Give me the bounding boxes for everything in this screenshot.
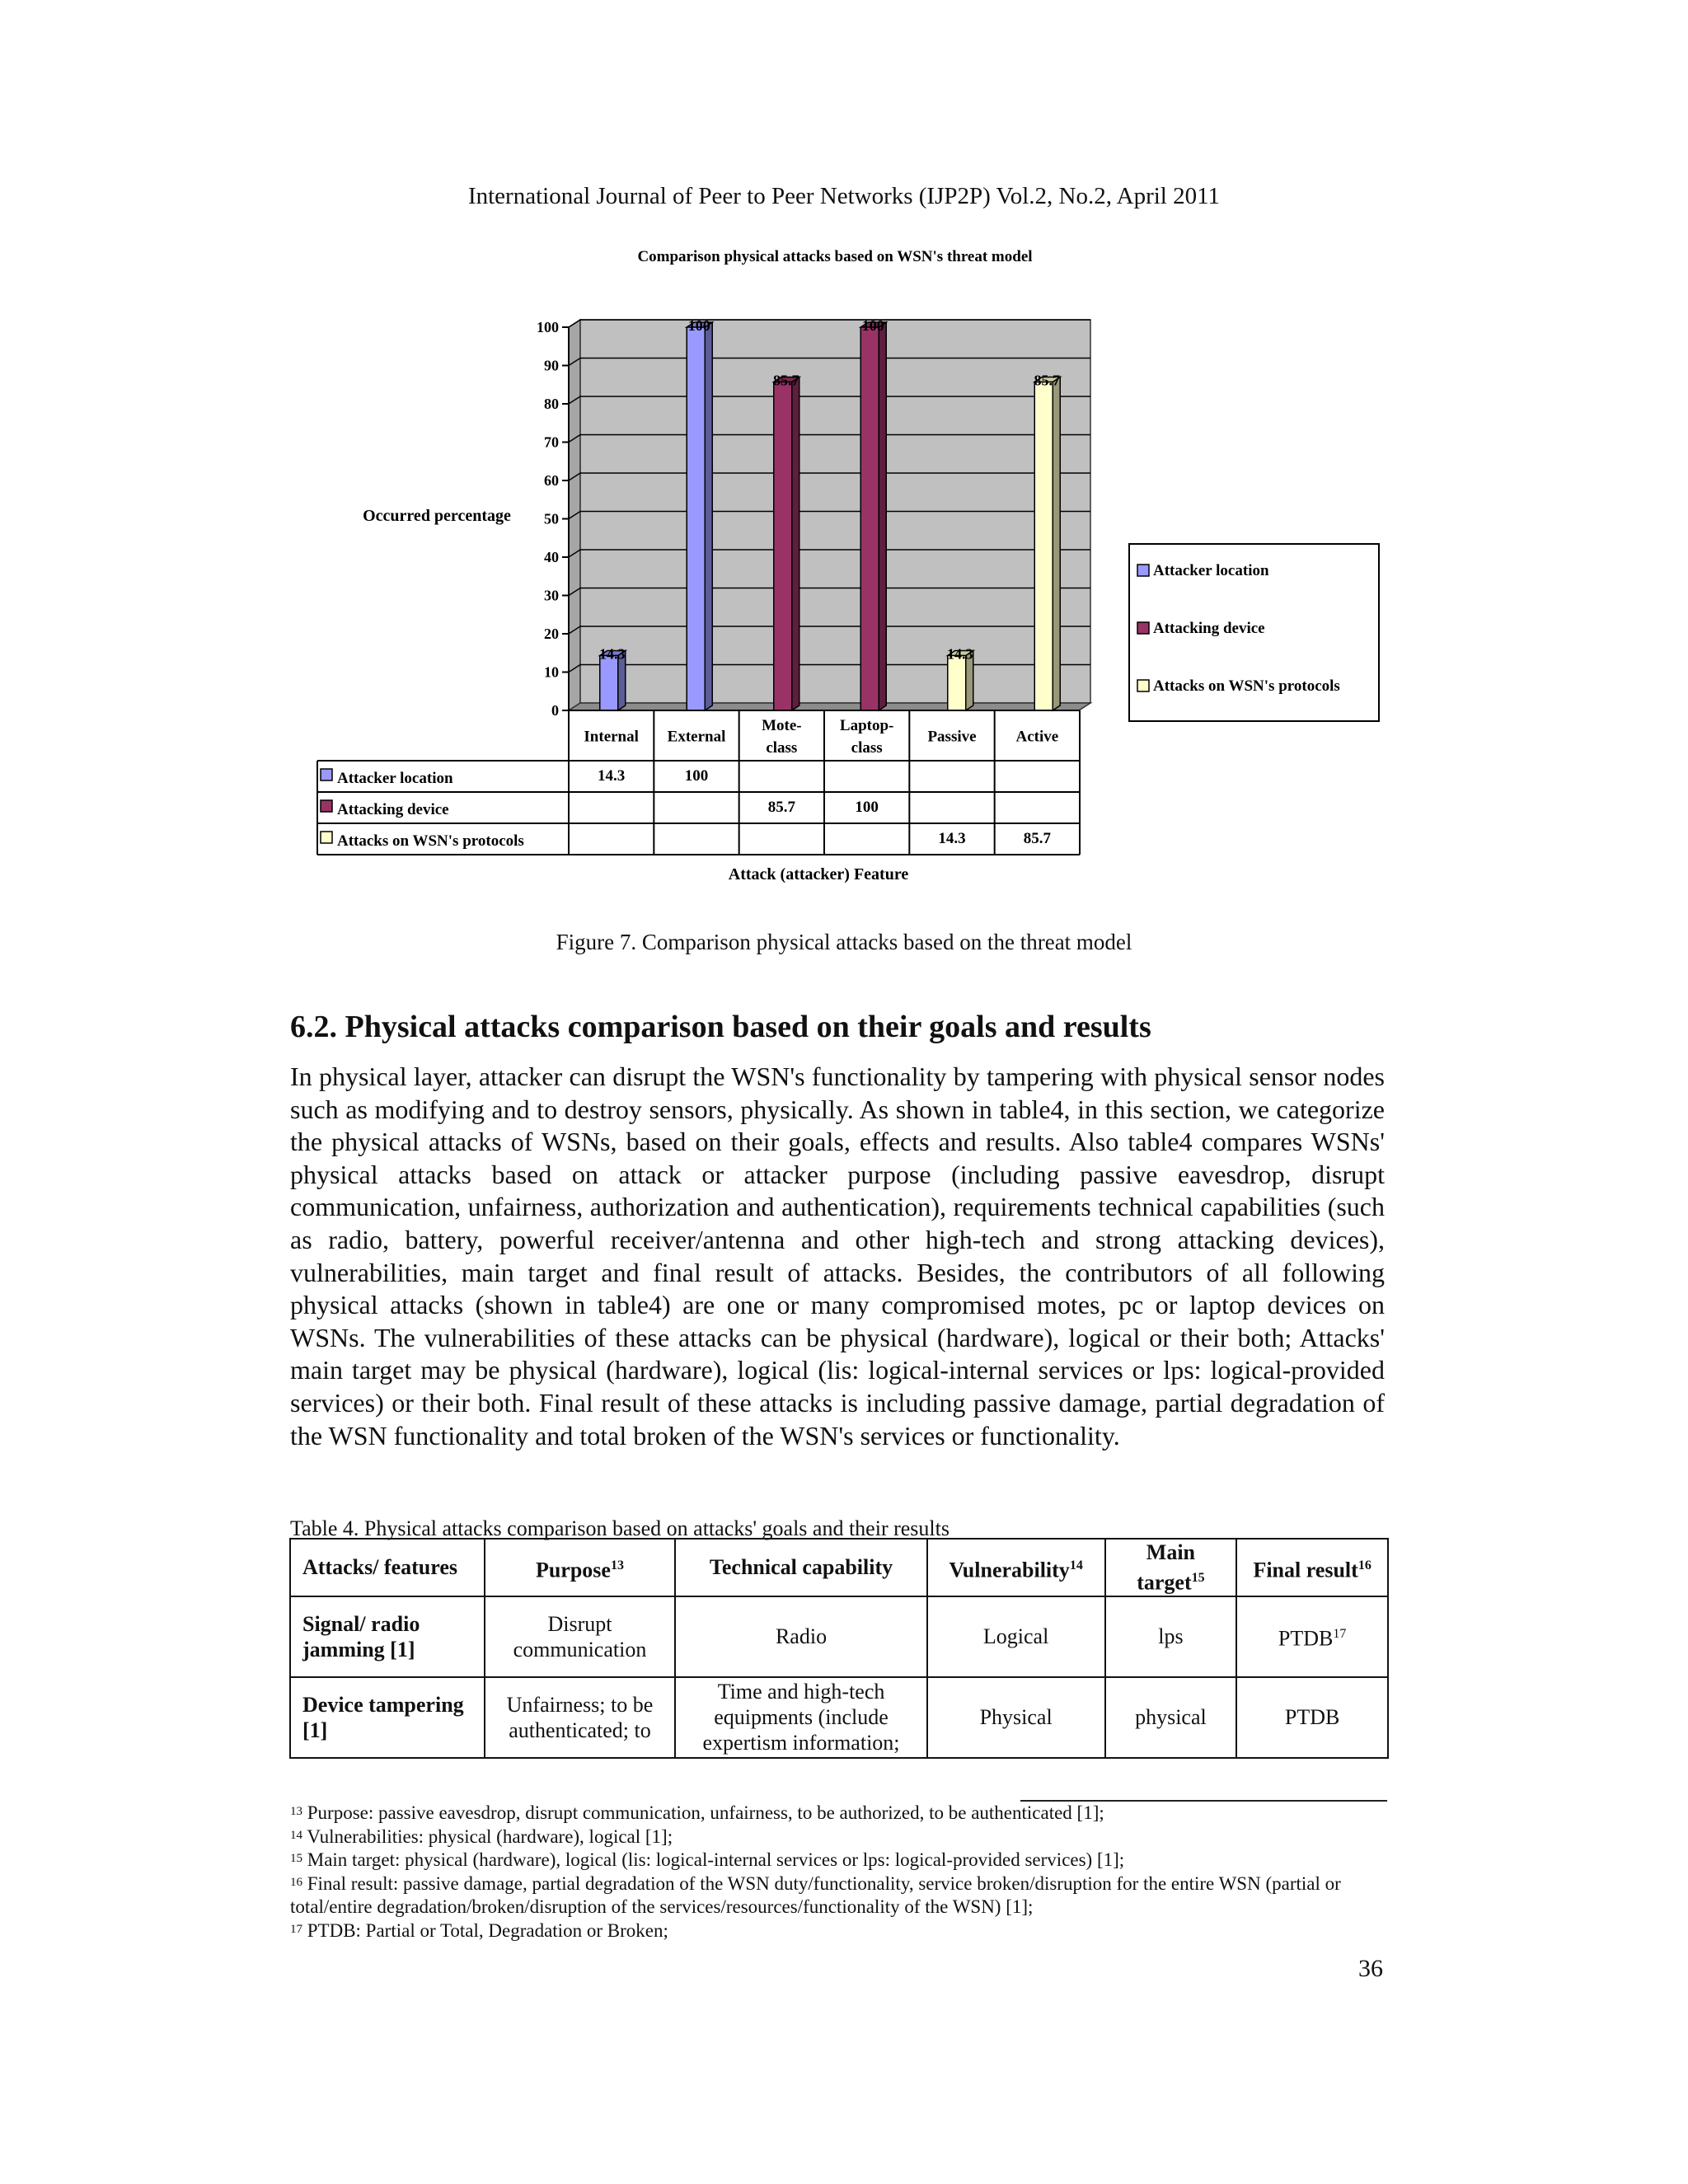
x-tick-label: Passive — [927, 728, 977, 746]
bar-value-label: 14.3 — [947, 645, 973, 663]
table-value: 100 — [855, 799, 879, 816]
legend-swatch — [1137, 565, 1149, 576]
header-main-target: Main target$^{15}$ — [1105, 1539, 1237, 1596]
cell-vulnerability: Physical — [927, 1677, 1105, 1758]
y-tick-label: 70 — [544, 434, 559, 451]
x-tick-label: Active — [1015, 728, 1059, 746]
footnote: $^{17}$ PTDB: Partial or Total, Degradation or Broken; — [290, 1919, 668, 1941]
table-row-label: Attacker location — [337, 770, 453, 787]
header-purpose: Purpose$^{13}$ — [485, 1539, 676, 1596]
y-tick-label: 100 — [537, 319, 559, 335]
table-value: 14.3 — [938, 830, 966, 847]
footnote: $^{14}$ Vulnerabilities: physical (hardware), logical [1]; — [290, 1825, 673, 1847]
y-tick-label: 20 — [544, 626, 559, 642]
table-header-row — [290, 1539, 1388, 1596]
legend-key — [321, 800, 332, 812]
table-row-label: Attacking device — [337, 801, 449, 818]
legend-swatch — [1137, 680, 1149, 691]
table-row-label: Attacks on WSN's protocols — [337, 832, 524, 850]
table-value: 85.7 — [767, 799, 795, 816]
body-paragraph: In physical layer, attacker can disrupt the WSN's functionality by tampering with physical sensor nodes such as modifying and to destroy sensors, physically. As shown in table4, in this section, we categorize the physical attacks of WSNs, based on their goals, effects and results. Also table4 compares WSNs' physical attacks based on attack or attacker purpose (including passive eavesdrop, disrupt communication, unfairness, authorization and authentication), requirements technical capabilities (such as radio, battery, powerful receiver/antenna and other high-tech and strong attacking devices), vulnerabilities, main target and final result of attacks. Besides, the contributors of all following physical attacks (shown in table4) are one or many compromised motes, pc or laptop devices on WSNs. The vulnerabilities of these attacks can be physical (hardware), logical or their both; Attacks' main target may be physical (hardware), logical (lis: logical-internal services or lps: logical-provided services) or their both. Final result of these attacks is including passive damage, partial degradation of the WSN functionality and total broken of the WSN's services or functionality. — [290, 1062, 1385, 1451]
bar-side — [1053, 377, 1060, 710]
bar-value-label: 85.7 — [1034, 372, 1060, 389]
y-axis-label: Occurred percentage — [363, 507, 511, 525]
bar — [860, 327, 879, 710]
page-number: 36 — [1358, 1955, 1383, 1982]
section-title: 6.2. Physical attacks comparison based on their goals and results — [290, 1010, 1151, 1044]
bar — [1034, 382, 1053, 710]
cell-main-target: physical — [1105, 1677, 1237, 1758]
bar — [600, 656, 618, 710]
bar-value-label: 85.7 — [773, 372, 799, 389]
cell-final-result: PTDB — [1236, 1677, 1388, 1758]
table-4 — [289, 1538, 1389, 1759]
footnotes — [290, 1802, 1395, 1943]
chart-title: Comparison physical attacks based on WSN's threat model — [637, 248, 1033, 265]
x-tick-label: Laptop- — [839, 717, 894, 734]
bar-value-label: 100 — [861, 317, 884, 334]
footnote: $^{15}$ Main target: physical (hardware), logical (lis: logical-internal services or lps: logical-provided services) [1]; — [290, 1849, 1125, 1870]
y-tick-label: 60 — [544, 472, 559, 489]
y-tick-label: 40 — [544, 549, 559, 565]
journal-header: International Journal of Peer to Peer Networks (IJP2P) Vol.2, No.2, April 2011 — [467, 183, 1221, 209]
bar — [948, 656, 966, 710]
x-tick-label: Mote- — [762, 717, 802, 734]
plot-floor — [569, 703, 1090, 710]
bar-value-label: 100 — [687, 317, 710, 334]
table-value: 100 — [684, 767, 709, 785]
bar — [774, 382, 792, 710]
legend-label: Attacks on WSN's protocols — [1153, 677, 1340, 695]
table-row — [290, 1677, 1388, 1758]
footnote: $^{13}$ Purpose: passive eavesdrop, disrupt communication, unfairness, to be authorized, to be authenticated [1]; — [290, 1802, 1104, 1823]
x-tick-label: Internal — [584, 728, 639, 746]
cell-main-target: lps — [1105, 1596, 1237, 1677]
cell-vulnerability: Logical — [927, 1596, 1105, 1677]
header-final-result: Final result$^{16}$ — [1236, 1539, 1388, 1596]
table-value: 14.3 — [598, 767, 626, 785]
cell-technical: Radio — [675, 1596, 926, 1677]
bar-side — [705, 322, 712, 710]
cell-purpose: Unfairness; to be authenticated; to — [485, 1677, 676, 1758]
bar-side — [879, 322, 886, 710]
cell-attack: Signal/ radio jamming [1] — [290, 1596, 485, 1677]
bar — [687, 327, 705, 710]
table-row — [290, 1596, 1388, 1677]
y-tick-label: 10 — [544, 663, 559, 681]
legend-label: Attacking device — [1153, 620, 1265, 637]
table-caption: Table 4. Physical attacks comparison based on attacks' goals and their results — [290, 1516, 950, 1540]
cell-final-result: PTDB$^{17}$ — [1236, 1596, 1388, 1677]
y-tick-label: 80 — [544, 396, 559, 412]
header-attacks: Attacks/ features — [290, 1539, 485, 1596]
legend-key — [321, 769, 332, 780]
figure-caption: Figure 7. Comparison physical attacks based on the threat model — [556, 930, 1132, 954]
table-value: 85.7 — [1023, 830, 1051, 847]
legend-key — [321, 832, 332, 843]
bar-chart — [0, 0, 1688, 915]
bar-side — [792, 377, 799, 710]
y-tick-label: 90 — [544, 357, 559, 374]
cell-technical: Time and high-tech equipments (include expertism information; — [675, 1677, 926, 1758]
legend-swatch — [1137, 622, 1149, 634]
x-tick-label: class — [766, 739, 798, 757]
x-tick-label: class — [851, 739, 883, 757]
x-axis-label: Attack (attacker) Feature — [728, 865, 909, 883]
y-tick-label: 0 — [551, 702, 559, 719]
header-technical-capability: Technical capability — [675, 1539, 926, 1596]
bar-value-label: 14.3 — [599, 645, 626, 663]
legend-label: Attacker location — [1153, 562, 1269, 579]
cell-attack: Device tampering [1] — [290, 1677, 485, 1758]
header-vulnerability: Vulnerability$^{14}$ — [927, 1539, 1105, 1596]
y-tick-label: 50 — [544, 510, 559, 527]
x-tick-label: External — [667, 728, 726, 746]
footnote: $^{16}$ Final result: passive damage, partial degradation of the WSN duty/functionality, service broken/disruption for the entire WSN (partial or total/entire degradation/broken/disruption of the services/resources/functionality of the WSN) [1]; — [290, 1872, 1341, 1917]
y-tick-label: 30 — [544, 587, 559, 604]
cell-purpose: Disrupt communication — [485, 1596, 676, 1677]
